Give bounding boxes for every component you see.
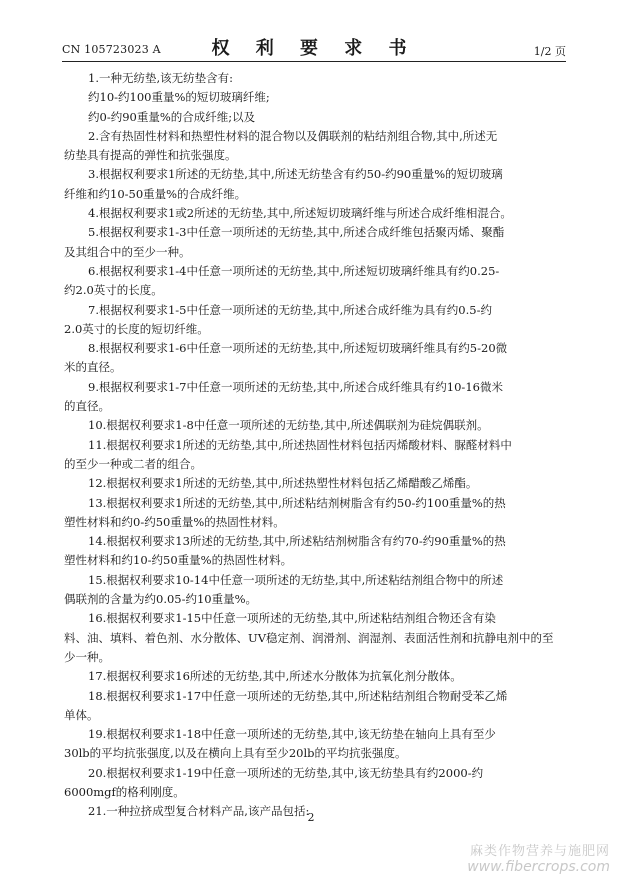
claim-line: 18.根据权利要求1-17中任意一项所述的无纺垫,其中,所述粘结剂组合物耐受苯乙烯 (88, 688, 508, 703)
claim-line: 少一种。 (64, 649, 110, 664)
claim-line: 11.根据权利要求1所述的无纺垫,其中,所述热固性材料包括丙烯酸材料、脲醛材料中 (88, 437, 512, 452)
claim-line: 纤维和约10-50重量%的合成纤维。 (64, 186, 247, 201)
claim-line: 10.根据权利要求1-8中任意一项所述的无纺垫,其中,所述偶联剂为硅烷偶联剂。 (88, 418, 489, 433)
header-divider (62, 61, 566, 62)
claim-line: 17.根据权利要求16所述的无纺垫,其中,所述水分散体为抗氧化剂分散体。 (88, 669, 462, 684)
claim-line: 14.根据权利要求13所述的无纺垫,其中,所述粘结剂树脂含有约70-约90重量%的热 (88, 534, 506, 549)
claim-line: 15.根据权利要求10-14中任意一项所述的无纺垫,其中,所述粘结剂组合物中的所述 (88, 572, 504, 587)
claim-line: 16.根据权利要求1-15中任意一项所述的无纺垫,其中,所述粘结剂组合物还含有染 (88, 611, 496, 626)
patent-number: CN 105723023 A (62, 43, 161, 56)
page-number: 2 (307, 811, 315, 824)
claim-line: 约0-约90重量%的合成纤维;以及 (88, 109, 256, 124)
claim-line: 5.根据权利要求1-3中任意一项所述的无纺垫,其中,所述合成纤维包括聚丙烯、聚酯 (88, 225, 505, 240)
claim-line: 偶联剂的含量为约0.05-约10重量%。 (64, 592, 258, 607)
claim-line: 约10-约100重量%的短切玻璃纤维; (88, 90, 270, 105)
claim-line: 及其组合中的至少一种。 (64, 244, 191, 259)
claim-line: 料、油、填料、着色剂、水分散体、UV稳定剂、润滑剂、润湿剂、表面活性剂和抗静电剂中的至 (64, 630, 554, 645)
document-header (62, 34, 566, 60)
claim-line: 30lb的平均抗张强度,以及在横向上具有至少20lb的平均抗张强度。 (64, 746, 407, 761)
claim-line: 8.根据权利要求1-6中任意一项所述的无纺垫,其中,所述短切玻璃纤维具有约5-20微 (88, 341, 508, 356)
claim-line: 3.根据权利要求1所述的无纺垫,其中,所述无纺垫含有约50-约90重量%的短切玻璃 (88, 167, 503, 182)
watermark-url: www.fibercrops.com (467, 859, 610, 875)
claim-line: 13.根据权利要求1所述的无纺垫,其中,所述粘结剂树脂含有约50-约100重量%的热 (88, 495, 506, 510)
claim-line: 单体。 (64, 707, 99, 722)
document-title: 权 利 要 求 书 (211, 38, 417, 59)
claim-line: 4.根据权利要求1或2所述的无纺垫,其中,所述短切玻璃纤维与所述合成纤维相混合。 (88, 206, 512, 221)
claims-body (64, 69, 564, 822)
claim-line: 2.0英寸的长度的短切纤维。 (64, 321, 209, 336)
claim-line: 塑性材料和约0-约50重量%的热固性材料。 (64, 514, 285, 529)
claim-line: 7.根据权利要求1-5中任意一项所述的无纺垫,其中,所述合成纤维为具有约0.5-约 (88, 302, 492, 317)
page-indicator: 1/2 页 (533, 45, 566, 58)
claim-line: 20.根据权利要求1-19中任意一项所述的无纺垫,其中,该无纺垫具有约2000-约 (88, 765, 484, 780)
claim-line: 的直径。 (64, 399, 110, 414)
claim-line: 6000mgf的格利刚度。 (64, 784, 185, 799)
watermark-text: 麻类作物营养与施肥网 (469, 844, 610, 859)
claim-line: 19.根据权利要求1-18中任意一项所述的无纺垫,其中,该无纺垫在轴向上具有至少 (88, 727, 496, 742)
claim-line: 米的直径。 (64, 360, 122, 375)
claim-line: 纺垫具有提高的弹性和抗张强度。 (64, 148, 237, 163)
claim-line: 的至少一种或二者的组合。 (64, 456, 202, 471)
claim-line: 塑性材料和约10-约50重量%的热固性材料。 (64, 553, 293, 568)
claim-line: 2.含有热固性材料和热塑性材料的混合物以及偶联剂的粘结剂组合物,其中,所述无 (88, 128, 498, 143)
claim-line: 6.根据权利要求1-4中任意一项所述的无纺垫,其中,所述短切玻璃纤维具有约0.25- (88, 263, 500, 278)
claim-line: 21.一种拉挤成型复合材料产品,该产品包括: (88, 804, 310, 819)
claim-line: 约2.0英寸的长度。 (64, 283, 163, 298)
claim-line: 12.根据权利要求1所述的无纺垫,其中,所述热塑性材料包括乙烯醋酸乙烯酯。 (88, 476, 478, 491)
watermark (467, 840, 610, 875)
claim-line: 1.一种无纺垫,该无纺垫含有: (88, 71, 234, 85)
claim-line: 9.根据权利要求1-7中任意一项所述的无纺垫,其中,所述合成纤维具有约10-16微米 (88, 379, 503, 394)
